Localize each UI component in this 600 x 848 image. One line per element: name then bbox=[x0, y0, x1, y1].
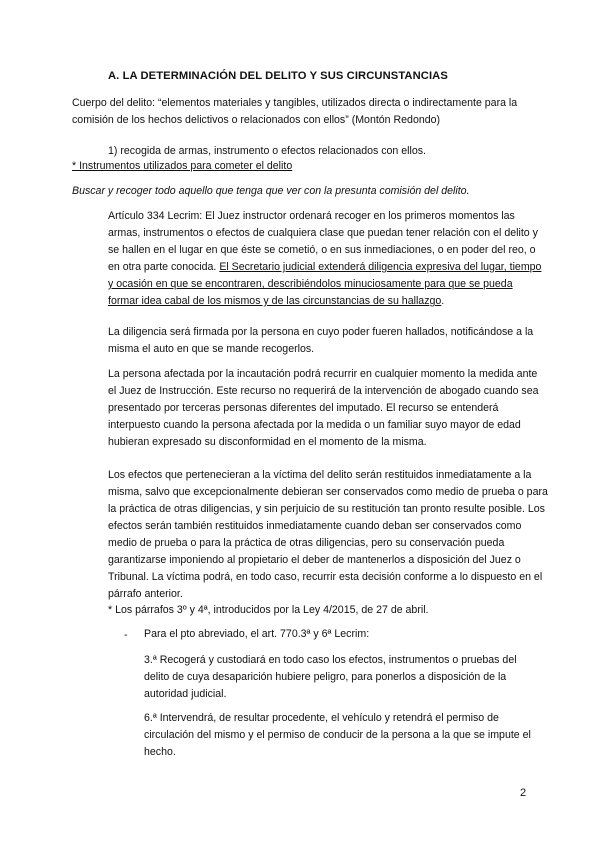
diligencia-firmada-paragraph: La diligencia será firmada por la persona en cuyo poder fueren hallados, notificándose a la misma el auto en que se mande recogerlos. bbox=[108, 326, 534, 355]
efectos-victima-paragraph: Los efectos que pertenecieran a la víctima del delito serán restituidos inmediatamente a la misma, salvo que excepcionalmente debieran ser conservados como medio de prueba o para la práctica de otras diligencias, y sin perjuicio de su restitución tan pronto resulte posible. Los efectos serán también restituidos inmediatamente cuando deban ser conservados como medio de prueba o para la práctica de otras diligencias, pero su conservación pueda garantizarse imponiendo al propietario el deber de mantenerlos a disposición del Juez o Tribunal. La víctima podrá, en todo caso, recurrir esta decisión conforme a lo dispuesto en el párrafo anterior. bbox=[108, 469, 548, 600]
articulo-334-paragraph bbox=[108, 208, 543, 310]
footnote-line: * Los párrafos 3º y 4ª, introducidos por la Ley 4/2015, de 27 de abril. bbox=[108, 604, 429, 616]
section-heading: A. LA DETERMINACIÓN DEL DELITO Y SUS CIRCUNSTANCIAS bbox=[108, 70, 448, 82]
item-6-paragraph: 6.ª Intervendrá, de resultar procedente, el vehículo y retendrá el permiso de circulación del mismo y el permiso de conducir de la persona a la que se impute el hecho. bbox=[144, 712, 531, 758]
buscar-line: Buscar y recoger todo aquello que tenga que ver con la presunta comisión del delito. bbox=[72, 185, 470, 197]
instrumentos-note: * Instrumentos utilizados para cometer el delito bbox=[72, 160, 293, 172]
secretario-underlined-text: El Secretario judicial extenderá diligencia expresiva del lugar, tiempo y ocasión en que se encontraren, describiéndolos minuciosamente para que se pueda formar idea cabal de los mismos y de las circunstancias de su hallazgo bbox=[108, 261, 542, 307]
bullet-dash: - bbox=[124, 629, 128, 641]
point-1-line: 1) recogida de armas, instrumento o efectos relacionados con ellos. bbox=[108, 145, 426, 157]
page-number: 2 bbox=[520, 787, 527, 799]
articulo-334-end: . bbox=[441, 295, 445, 307]
articulo-334-text: Artículo 334 Lecrim: El Juez instructor ordenará recoger en los primeros momentos las armas, instrumentos o efectos de cualquiera clase que puedan tener relación con el delito y se hallen en el lugar en que éste se cometió, o en sus inmediaciones, o en poder del reo, o en otra parte conocida. bbox=[108, 210, 538, 273]
cuerpo-del-delito-paragraph: Cuerpo del delito: “elementos materiales y tangibles, utilizados directa o indirectamente para la comisión de los hechos delictivos o relacionados con ellos” (Montón Redondo) bbox=[72, 97, 518, 126]
item-3-paragraph: 3.ª Recogerá y custodiará en todo caso los efectos, instrumentos o pruebas del delito de cuya desaparición hubiere peligro, para ponerlos a disposición de la autoridad judicial. bbox=[144, 654, 517, 700]
pto-abreviado-bullet: Para el pto abreviado, el art. 770.3ª y 6ª Lecrim: bbox=[144, 628, 370, 640]
persona-afectada-paragraph: La persona afectada por la incautación podrá recurrir en cualquier momento la medida ante el Juez de Instrucción. Este recurso no requerirá de la intervención de abogado cuando sea presentado por terceras personas diferentes del imputado. El recurso se entenderá interpuesto cuando la persona afectada por la medida o un familiar suyo mayor de edad hubieran expresado su disconformidad en el momento de la misma. bbox=[108, 368, 539, 448]
